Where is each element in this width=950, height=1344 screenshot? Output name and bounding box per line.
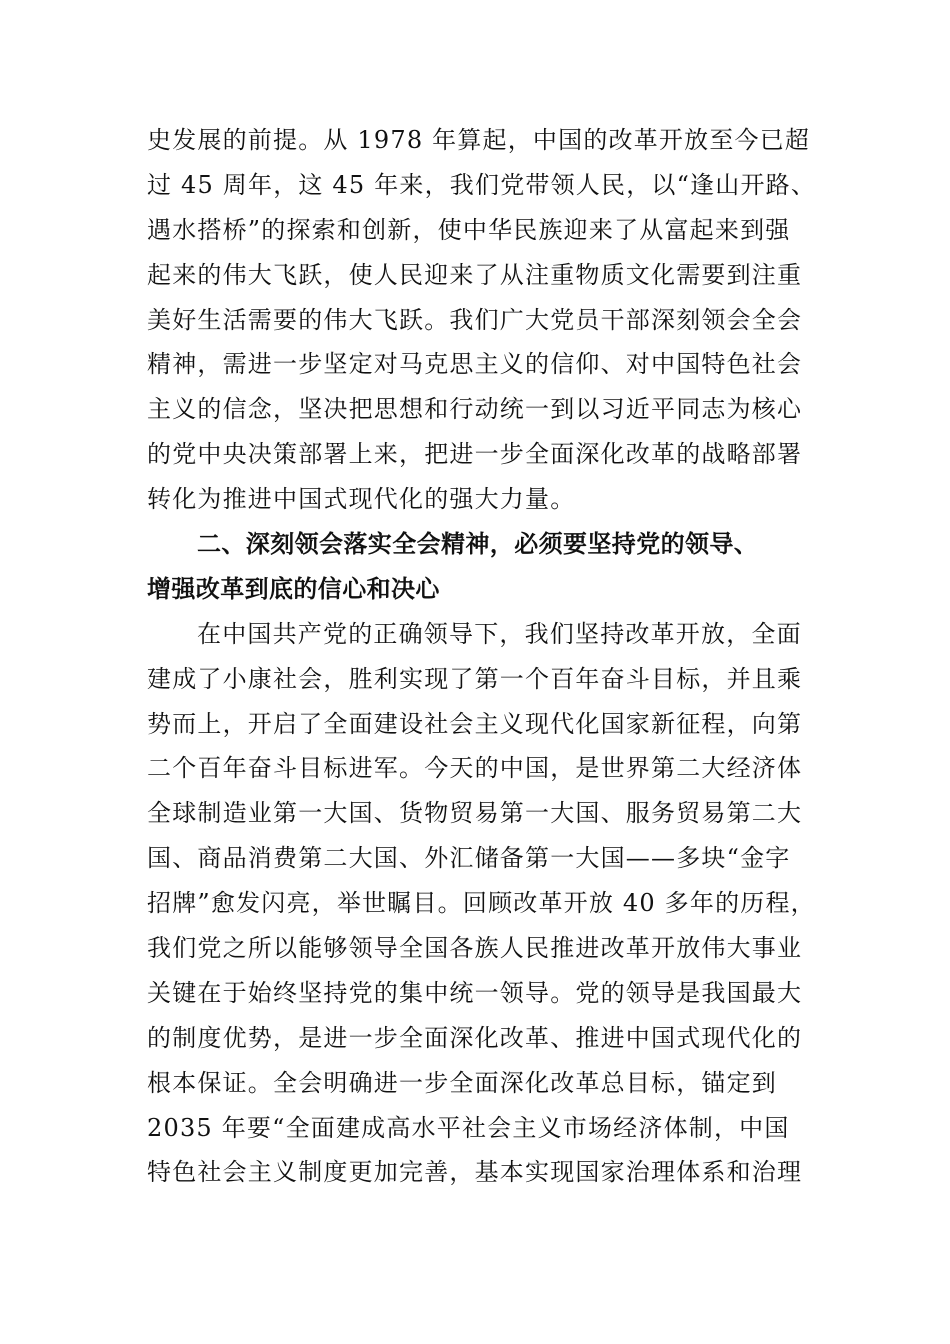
text-line: 全球制造业第一大国、货物贸易第一大国、服务贸易第二大	[147, 799, 803, 828]
text-line: 的制度优势，是进一步全面深化改革、推进中国式现代化的	[147, 1023, 803, 1052]
text-line: 过 45 周年，这 45 年来，我们党带领人民，以“逢山开路、	[147, 170, 817, 199]
text-line: 史发展的前提。从 1978 年算起，中国的改革开放至今已超	[147, 126, 811, 154]
text-line: 特色社会主义制度更加完善，基本实现国家治理体系和治理	[147, 1158, 803, 1187]
text-line: 建成了小康社会，胜利实现了第一个百年奋斗目标，并且乘	[147, 664, 803, 693]
text-line: 我们党之所以能够领导全国各族人民推进改革开放伟大事业	[147, 934, 803, 963]
text-line: 国、商品消费第二大国、外汇储备第一大国——多块“金字	[147, 844, 791, 873]
text-line: 起来的伟大飞跃，使人民迎来了从注重物质文化需要到注重	[147, 260, 803, 289]
text-line: 招牌”愈发闪亮，举世瞩目。回顾改革开放 40 多年的历程，	[147, 889, 816, 918]
text-line: 根本保证。全会明确进一步全面深化改革总目标，锚定到	[147, 1068, 777, 1097]
paragraph-main	[147, 612, 817, 1196]
text-line: 势而上，开启了全面建设社会主义现代化国家新征程，向第	[147, 709, 803, 738]
text-line: 主义的信念，坚决把思想和行动统一到以习近平同志为核心	[147, 395, 803, 424]
text-line: 美好生活需要的伟大飞跃。我们广大党员干部深刻领会全会	[147, 305, 803, 334]
text-line: 在中国共产党的正确领导下，我们坚持改革开放，全面	[197, 619, 802, 648]
text-line: 的党中央决策部署上来，把进一步全面深化改革的战略部署	[147, 440, 803, 469]
text-line: 精神，需进一步坚定对马克思主义的信仰、对中国特色社会	[147, 350, 803, 379]
paragraph-continued	[147, 118, 817, 522]
section-heading-line: 二、深刻领会落实全会精神，必须要坚持党的领导、	[197, 530, 759, 559]
text-line: 二个百年奋斗目标进军。今天的中国，是世界第二大经济体	[147, 754, 803, 783]
text-line: 遇水搭桥”的探索和创新，使中华民族迎来了从富起来到强	[147, 215, 791, 244]
text-line: 转化为推进中国式现代化的强大力量。	[147, 485, 576, 514]
text-line: 2035 年要“全面建成高水平社会主义市场经济体制，中国	[147, 1113, 790, 1142]
section-heading	[147, 522, 817, 612]
section-heading-line: 增强改革到底的信心和决心	[147, 574, 440, 603]
document-body	[147, 118, 817, 1195]
text-line: 关键在于始终坚持党的集中统一领导。党的领导是我国最大	[147, 978, 803, 1007]
